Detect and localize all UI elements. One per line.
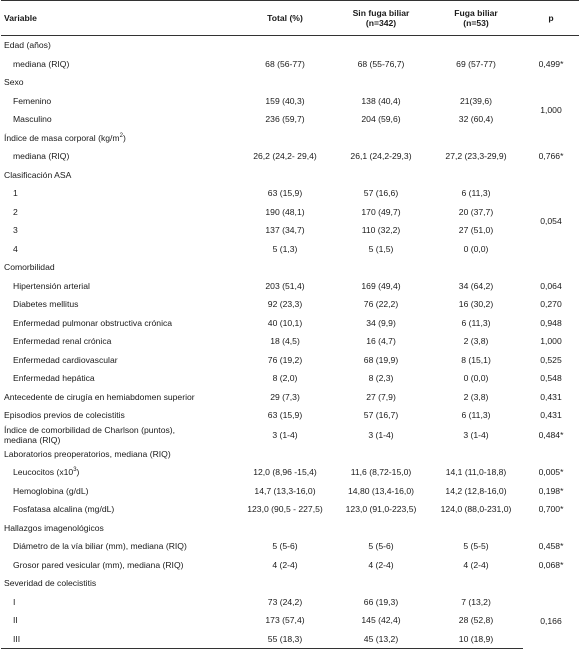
cell-p-value: 0,766* — [538, 151, 564, 162]
label-text: I — [13, 596, 16, 607]
table-row — [1, 406, 579, 425]
cell-total: 173 (57,4) — [265, 615, 305, 626]
row-label — [1, 425, 237, 445]
table-row — [1, 221, 579, 240]
cell-total: 40 (10,1) — [267, 317, 303, 328]
cell-sin: 123,0 (91,0-223,5) — [345, 504, 417, 515]
label-text: 2 — [13, 206, 18, 217]
section-row — [1, 258, 579, 277]
cell-total: 73 (24,2) — [267, 596, 303, 607]
label-text: Severidad de colecistitis — [4, 578, 97, 589]
row-label — [1, 295, 237, 314]
label-text: Enfermedad hepática — [13, 373, 95, 384]
table-row — [1, 277, 579, 296]
section-row — [1, 574, 579, 593]
cell-p-value: 0,166 — [540, 615, 562, 626]
cell-fuga: 0 (0,0) — [463, 373, 489, 384]
header-total: Total (%) — [237, 1, 333, 36]
label-text: Hemoglobina (g/dL) — [13, 485, 89, 496]
label-text: Diabetes mellitus — [13, 299, 79, 310]
cell-fuga: 34 (64,2) — [458, 280, 494, 291]
label-text: Episodios previos de colecistitis — [4, 410, 125, 421]
cell-sin: 16 (4,7) — [366, 336, 396, 347]
row-label — [1, 110, 237, 129]
table-row — [1, 593, 579, 612]
table-row — [1, 611, 579, 630]
row-label — [1, 351, 237, 370]
results-table — [1, 0, 579, 649]
label-text: Enfermedad cardiovascular — [13, 354, 118, 365]
cell-p-value: 0,499* — [538, 58, 564, 69]
cell-p-value: 0,700* — [538, 504, 564, 515]
label-text: Hallazgos imagenológicos — [4, 522, 104, 533]
table-row — [1, 556, 579, 575]
cell-sin: 66 (19,3) — [363, 596, 399, 607]
cell-p-value: 0,431 — [540, 410, 562, 421]
cell-p-value: 1,000 — [540, 336, 562, 347]
cell-total: 29 (7,3) — [270, 391, 300, 402]
row-label — [1, 537, 237, 556]
label-text: Fosfatasa alcalina (mg/dL) — [13, 504, 115, 515]
label-text: III — [13, 633, 21, 644]
section-label — [1, 574, 579, 593]
cell-sin: 68 (55-76,7) — [357, 58, 405, 69]
cell-total: 137 (34,7) — [265, 225, 305, 236]
cell-total: 236 (59,7) — [265, 114, 305, 125]
label-text: Hipertensión arterial — [13, 280, 90, 291]
cell-total: 68 (56-77) — [265, 58, 305, 69]
table-row — [1, 332, 579, 351]
cell-fuga: 27 (51,0) — [458, 225, 494, 236]
table-row — [1, 92, 579, 111]
label-text: Masculino — [13, 114, 52, 125]
cell-p-value: 0,548 — [540, 373, 562, 384]
section-label — [1, 166, 579, 185]
table-row — [1, 184, 579, 203]
row-label — [1, 463, 237, 482]
row-label — [1, 388, 237, 407]
label-text: II — [13, 615, 18, 626]
label-text: Diámetro de la vía biliar (mm), mediana (RIQ) — [13, 541, 187, 552]
row-label — [1, 203, 237, 222]
cell-fuga: 28 (52,8) — [458, 615, 494, 626]
cell-sin: 14,80 (13,4-16,0) — [348, 485, 414, 496]
table-row — [1, 203, 579, 222]
header-p: p — [523, 1, 579, 36]
row-label — [1, 240, 237, 259]
row-label — [1, 406, 237, 425]
row-label — [1, 500, 237, 519]
row-label — [1, 221, 237, 240]
cell-p-value: 0,198* — [538, 485, 564, 496]
cell-p-value: 0,005* — [538, 467, 564, 478]
cell-sin: 8 (2,3) — [368, 373, 394, 384]
label-tail: ) — [76, 467, 80, 478]
table-body — [1, 36, 579, 649]
table-row — [1, 482, 579, 501]
label-text: 1 — [13, 188, 18, 199]
cell-p-value: 0,525 — [540, 354, 562, 365]
cell-p-value: 0,484* — [538, 429, 564, 440]
cell-sin: 170 (49,7) — [361, 206, 401, 217]
cell-fuga: 69 (57-77) — [456, 58, 496, 69]
cell-fuga: 32 (60,4) — [458, 114, 494, 125]
section-label — [1, 445, 579, 464]
header-fuga: Fuga biliar (n=53) — [429, 1, 523, 36]
table-row — [1, 295, 579, 314]
label-text: Laboratorios preoperatorios, mediana (RIQ) — [4, 448, 171, 459]
cell-sin: 11,6 (8,72-15,0) — [350, 467, 412, 478]
cell-sin: 57 (16,6) — [363, 188, 399, 199]
section-label — [1, 129, 579, 148]
table-row — [1, 110, 579, 129]
cell-fuga: 2 (3,8) — [463, 336, 489, 347]
table-row — [1, 425, 579, 445]
row-label — [1, 369, 237, 388]
cell-total: 123,0 (90,5 - 227,5) — [247, 504, 323, 515]
cell-sin: 3 (1-4) — [368, 429, 394, 440]
label-text: Índice de masa corporal (kg/m — [4, 132, 120, 143]
section-label — [1, 36, 579, 55]
table-row — [1, 500, 579, 519]
cell-total: 92 (23,3) — [267, 299, 303, 310]
table-row — [1, 55, 579, 74]
cell-p-value: 0,064 — [540, 280, 562, 291]
cell-sin: 138 (40,4) — [361, 95, 401, 106]
label-text: 4 — [13, 243, 18, 254]
section-row — [1, 166, 579, 185]
cell-total: 5 (1,3) — [272, 243, 298, 254]
row-label — [1, 92, 237, 111]
cell-fuga: 16 (30,2) — [458, 299, 494, 310]
row-label — [1, 314, 237, 333]
cell-p-value: 1,000 — [540, 105, 562, 115]
row-label — [1, 184, 237, 203]
cell-sin: 169 (49,4) — [361, 280, 401, 291]
cell-total: 5 (5-6) — [272, 541, 298, 552]
row-label — [1, 55, 237, 74]
cell-fuga: 4 (2-4) — [463, 559, 489, 570]
label-text: Leucocitos (x10 — [13, 467, 74, 478]
cell-p-value: 0,068* — [538, 559, 564, 570]
table-row — [1, 369, 579, 388]
cell-fuga: 27,2 (23,3-29,9) — [445, 151, 507, 162]
section-row — [1, 73, 579, 92]
cell-sin: 5 (5-6) — [368, 541, 394, 552]
label-superscript: 3 — [73, 467, 77, 474]
table-row — [1, 388, 579, 407]
label-text: Enfermedad renal crónica — [13, 336, 112, 347]
cell-total: 76 (19,2) — [267, 354, 303, 365]
section-row — [1, 445, 579, 464]
cell-fuga: 21(39,6) — [459, 95, 492, 106]
cell-fuga: 6 (11,3) — [461, 188, 491, 199]
cell-total: 3 (1-4) — [272, 429, 298, 440]
table-header — [1, 1, 579, 36]
cell-total: 63 (15,9) — [267, 410, 303, 421]
row-label — [1, 556, 237, 575]
header-variable: Variable — [1, 1, 237, 36]
label-text: Comorbilidad — [4, 262, 55, 273]
cell-sin: 5 (1,5) — [368, 243, 394, 254]
cell-p-value: 0,431 — [540, 391, 562, 402]
cell-fuga: 20 (37,7) — [458, 206, 494, 217]
label-text: Femenino — [13, 95, 52, 106]
row-label — [1, 593, 237, 612]
section-label — [1, 258, 579, 277]
cell-sin: 27 (7,9) — [366, 391, 396, 402]
table-row — [1, 463, 579, 482]
label-text: mediana (RIQ) — [13, 58, 70, 69]
cell-fuga: 6 (11,3) — [461, 317, 491, 328]
label-text: mediana (RIQ) — [13, 151, 70, 162]
label-text: Sexo — [4, 77, 24, 88]
cell-total: 4 (2-4) — [272, 559, 298, 570]
cell-fuga: 14,2 (12,8-16,0) — [445, 485, 507, 496]
cell-sin: 76 (22,2) — [363, 299, 399, 310]
cell-p-value: 0,948 — [540, 317, 562, 328]
cell-total: 14,7 (13,3-16,0) — [254, 485, 316, 496]
section-label — [1, 73, 579, 92]
cell-fuga: 124,0 (88,0-231,0) — [440, 504, 512, 515]
cell-fuga: 7 (13,2) — [461, 596, 491, 607]
label-text: Clasificación ASA — [4, 169, 72, 180]
cell-total: 8 (2,0) — [272, 373, 298, 384]
cell-total: 159 (40,3) — [265, 95, 305, 106]
row-label — [1, 277, 237, 296]
label-text: Índice de comorbilidad de Charlson (puntos), mediana (RIQ) — [4, 424, 176, 445]
label-text: Edad (años) — [4, 40, 51, 51]
section-row — [1, 519, 579, 538]
cell-total: 63 (15,9) — [267, 188, 303, 199]
cell-sin: 204 (59,6) — [361, 114, 401, 125]
table-row — [1, 314, 579, 333]
row-label — [1, 482, 237, 501]
cell-fuga: 5 (5-5) — [463, 541, 489, 552]
cell-p-value: 0,458* — [538, 541, 564, 552]
cell-sin: 26,1 (24,2-29,3) — [350, 151, 412, 162]
table-row — [1, 351, 579, 370]
label-text: 3 — [13, 225, 18, 236]
cell-sin: 4 (2-4) — [368, 559, 394, 570]
section-label — [1, 519, 579, 538]
cell-total: 190 (48,1) — [265, 206, 305, 217]
cell-sin: 45 (13,2) — [333, 630, 429, 649]
cell-fuga: 2 (3,8) — [463, 391, 489, 402]
cell-sin: 68 (19,9) — [363, 354, 399, 365]
label-tail: ) — [122, 132, 126, 143]
cell-sin: 145 (42,4) — [361, 615, 401, 626]
section-row — [1, 36, 579, 55]
label-superscript: 2 — [119, 132, 123, 139]
table-row — [1, 147, 579, 166]
cell-total: 18 (4,5) — [270, 336, 300, 347]
cell-fuga: 0 (0,0) — [463, 243, 489, 254]
cell-total: 203 (51,4) — [265, 280, 305, 291]
label-text: Grosor pared vesicular (mm), mediana (RIQ) — [13, 559, 184, 570]
cell-fuga: 3 (1-4) — [463, 429, 489, 440]
table-row — [1, 537, 579, 556]
cell-fuga: 8 (15,1) — [461, 354, 491, 365]
label-text: Antecedente de cirugía en hemiabdomen superior — [4, 391, 195, 402]
cell-sin: 34 (9,9) — [366, 317, 396, 328]
cell-p-value: 0,054 — [540, 216, 562, 226]
cell-fuga: 10 (18,9) — [429, 630, 523, 649]
row-label — [1, 147, 237, 166]
header-sin-fuga: Sin fuga biliar (n=342) — [333, 1, 429, 36]
label-text: Enfermedad pulmonar obstructiva crónica — [13, 317, 173, 328]
section-row — [1, 129, 579, 148]
cell-fuga: 6 (11,3) — [461, 410, 491, 421]
row-label — [1, 332, 237, 351]
cell-total: 55 (18,3) — [237, 630, 333, 649]
table-row — [1, 630, 579, 649]
cell-sin: 110 (32,2) — [361, 225, 401, 236]
row-label — [1, 630, 237, 649]
row-label — [1, 611, 237, 630]
cell-total: 12,0 (8,96 -15,4) — [253, 467, 317, 478]
table-row — [1, 240, 579, 259]
cell-p-value: 0,270 — [540, 299, 562, 310]
cell-sin: 57 (16,7) — [363, 410, 399, 421]
cell-fuga: 14,1 (11,0-18,8) — [445, 467, 507, 478]
cell-total: 26,2 (24,2- 29,4) — [253, 151, 317, 162]
